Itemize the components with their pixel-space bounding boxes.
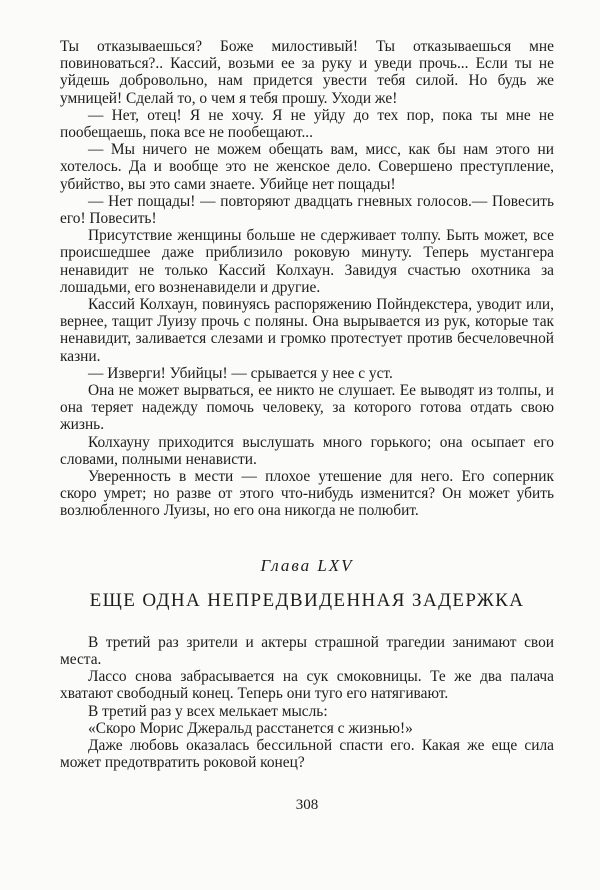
- text-block-chapter: [60, 634, 554, 772]
- page-number: 308: [295, 797, 319, 814]
- paragraph: Даже любовь оказалась бессильной спасти его. Какая же еще сила может предотвратить роковой конец?: [60, 736, 554, 772]
- paragraph: «Скоро Морис Джеральд расстанется с жизнью!»: [88, 719, 413, 737]
- paragraph: Кассий Колхаун, повинуясь распоряжению Пойндекстера, уводит или, вернее, тащит Луизу прочь с поляны. Она вырывается из рук, которые так ненавидит, заливается слезами и громко протестует против бесчеловечной казни.: [60, 296, 554, 365]
- paragraph: — Изверги! Убийцы! — срывается у нее с уст.: [88, 364, 393, 382]
- paragraph: Присутствие женщины больше не сдерживает толпу. Быть может, все происшедшее даже приблизило роковую минуту. Теперь мустангера ненавидит не только Кассий Колхаун. Завидуя счастью охотника за лошадьми, его возненавидели и другие.: [60, 227, 554, 296]
- paragraph: — Нет пощады! — повторяют двадцать гневных голосов.— Повесить его! Повесить!: [60, 192, 554, 228]
- paragraph: Она не может вырваться, ее никто не слушает. Ее выводят из толпы, и она теряет надежду помочь человеку, за которого готова отдать свою жизнь.: [60, 382, 554, 434]
- chapter-title: ЕЩЕ ОДНА НЕПРЕДВИДЕННАЯ ЗАДЕРЖКА: [89, 589, 525, 611]
- paragraph: В третий раз зрители и актеры страшной трагедии занимают свои места.: [60, 633, 554, 668]
- paragraph: Уверенность в мести — плохое утешение для него. Его соперник скоро умрет; но разве от этого что-нибудь изменится? Он может убить возлюбленного Луизы, но его она никогда не полюбит.: [60, 468, 554, 520]
- chapter-label: Глава LXV: [260, 555, 354, 575]
- paragraph: Ты отказываешься? Боже милостивый! Ты отказываешься мне повиноваться?.. Кассий, возьми ее за руку и уведи прочь... Если ты не уйдешь добровольно, нам придется увести тебя силой. Но будь же умницей! Сделай то, о чем я тебя прошу. Уходи же!: [60, 38, 554, 107]
- paragraph: — Мы ничего не можем обещать вам, мисс, как бы нам этого ни хотелось. Да и вообще это не женское дело. Совершено преступление, убийство, вы это сами знаете. Убийце нет пощады!: [60, 141, 554, 193]
- paragraph: — Нет, отец! Я не хочу. Я не уйду до тех пор, пока ты мне не пообещаешь, пока все не пообещают...: [60, 106, 554, 142]
- book-page: [60, 38, 554, 814]
- paragraph: В третий раз у всех мелькает мысль:: [88, 702, 328, 720]
- paragraph: Лассо снова забрасывается на сук смоковницы. Те же два палача хватают свободный конец. Теперь они туго его натягивают.: [60, 668, 554, 703]
- paragraph: Колхауну приходится выслушать много горького; она осыпает его словами, полными ненависти.: [60, 433, 554, 468]
- text-block-before-chapter: [60, 38, 554, 520]
